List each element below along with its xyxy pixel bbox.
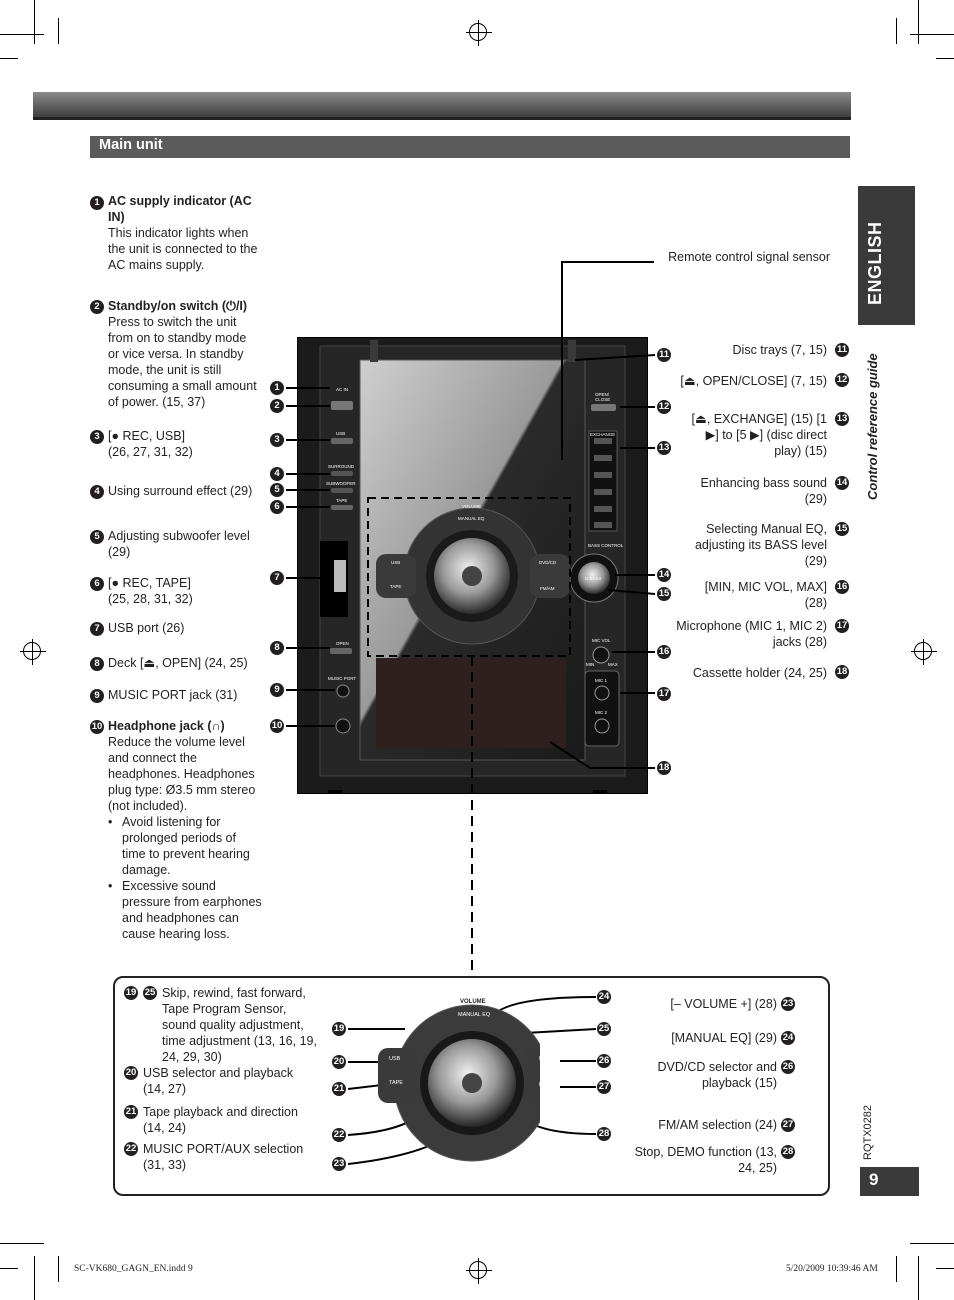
- mic1-label: MIC 1: [595, 678, 608, 683]
- item-text: Press to switch the unit from on to standby mode or vice versa. In standby mode, the unit is still consuming a small amount of power. (15, 37): [108, 315, 257, 409]
- item-text: Microphone (MIC 1, MIC 2) jacks (28): [676, 619, 827, 649]
- item-text: [⏏, OPEN/CLOSE] (7, 15): [680, 374, 827, 388]
- manual-eq-label: MANUAL EQ: [458, 516, 485, 521]
- callout-number: 28: [598, 1128, 610, 1139]
- callout-number: 20: [333, 1056, 345, 1067]
- item-text: USB selector and playback (14, 27): [143, 1066, 294, 1096]
- callout-number: 6: [90, 577, 104, 591]
- exchange-label: EXCHANGE: [590, 432, 616, 437]
- callout-number: 5: [270, 483, 284, 497]
- item-text: USB port (26): [108, 621, 185, 635]
- callout-number: 8: [90, 657, 104, 671]
- callout-number: 13: [836, 413, 848, 424]
- item-text: Tape playback and direction (14, 24): [143, 1105, 298, 1135]
- callout-number: 2: [90, 300, 104, 314]
- tape-label: TAPE: [390, 584, 402, 589]
- mic-vol-label: MIC VOL: [592, 638, 611, 643]
- callout-number: 19: [125, 987, 137, 998]
- subwoofer-label: SUBWOOFER: [326, 481, 356, 486]
- remote-sensor-label: Remote control signal sensor: [668, 250, 830, 264]
- usb-label: USB: [389, 1056, 401, 1062]
- callout-number: 5: [90, 530, 104, 544]
- callout-number: 24: [598, 991, 610, 1002]
- item-text: Reduce the volume level and connect the headphones. Headphones plug type: Ø3.5 mm stereo (not included).: [108, 735, 256, 813]
- item-title: Headphone jack (∩): [108, 719, 225, 733]
- bass-control-label: BASS CONTROL: [588, 543, 624, 548]
- deck-open-label: OPEN: [336, 641, 349, 646]
- usb-label: USB: [391, 560, 401, 565]
- callout-number: 4: [90, 485, 104, 499]
- callout-number: 15: [658, 588, 670, 599]
- callout-number: 25: [598, 1023, 610, 1034]
- callout-number: 1: [90, 196, 104, 210]
- item-text: [● REC, USB] (26, 27, 31, 32): [108, 429, 193, 459]
- callout-number: 9: [270, 683, 284, 697]
- ac-in-label: AC IN: [336, 387, 349, 392]
- item-text: Using surround effect (29): [108, 484, 253, 498]
- usb-rec-label: USB: [336, 431, 346, 436]
- callout-number: 11: [836, 344, 848, 355]
- item-title: Standby/on switch (⏻/I): [108, 299, 248, 313]
- item-text: Selecting Manual EQ, adjusting its BASS level (29): [694, 522, 827, 568]
- callout-number: 27: [782, 1119, 794, 1130]
- callout-number: 22: [333, 1129, 345, 1140]
- open-close-label: OPEN/ CLOSE: [595, 392, 611, 402]
- document-code: RQTX0282: [862, 1104, 874, 1160]
- callout-number: 19: [333, 1023, 345, 1034]
- callout-number: 14: [658, 569, 670, 580]
- item-text: DVD/CD selector and playback (15): [657, 1060, 777, 1090]
- callout-number: 23: [782, 998, 794, 1009]
- d-bass-label: D.BASS: [585, 576, 602, 581]
- callout-number: 17: [658, 688, 670, 699]
- item-text: [⏏, EXCHANGE] (15) [1 ▶] to [5 ▶] (disc direct play) (15): [691, 412, 827, 458]
- item-text: Cassette holder (24, 25): [692, 666, 827, 680]
- surround-label: SURROUND: [328, 464, 355, 469]
- footer-date: 5/20/2009 10:39:46 AM: [786, 1264, 878, 1274]
- bullet-item: • Avoid listening for prolonged periods of time to prevent hearing damage.: [108, 815, 250, 877]
- callout-number: 7: [270, 571, 284, 585]
- item-title: AC supply indicator (AC IN): [108, 194, 252, 224]
- callout-number: 15: [836, 523, 848, 534]
- max-label: MAX: [608, 662, 618, 667]
- bullet-text: Excessive sound pressure from earphones and headphones can cause hearing loss.: [122, 879, 262, 941]
- callout-number: 14: [836, 477, 848, 488]
- item-text: MUSIC PORT jack (31): [108, 688, 238, 702]
- callout-number: 17: [836, 620, 848, 631]
- item-text: [– VOLUME +] (28): [670, 997, 777, 1011]
- callout-number: 10: [271, 720, 283, 731]
- item-text: Deck [⏏, OPEN] (24, 25): [108, 656, 248, 670]
- callout-number: 24: [782, 1032, 794, 1043]
- fm-am-label: FM/AM: [540, 586, 555, 591]
- item-text: Disc trays (7, 15): [732, 343, 827, 357]
- callout-number: 8: [270, 641, 284, 655]
- music-port-label: MUSIC PORT: [328, 676, 357, 681]
- mic2-label: MIC 2: [595, 710, 608, 715]
- volume-label: VOLUME: [460, 999, 486, 1005]
- callout-number: 11: [658, 349, 670, 360]
- item-text: [MIN, MIC VOL, MAX] (28): [704, 580, 827, 610]
- callout-number: 7: [90, 622, 104, 636]
- page-number: 9: [869, 1170, 879, 1189]
- footer-file: SC-VK680_GAGN_EN.indd 9: [74, 1264, 193, 1274]
- callout-number: 25: [144, 987, 156, 998]
- callout-number: 3: [270, 433, 284, 447]
- callout-number: 28: [782, 1146, 794, 1157]
- callout-number: 2: [270, 399, 284, 413]
- callout-number: 13: [658, 442, 670, 453]
- dvd-cd-label: DVD/CD: [539, 1056, 561, 1062]
- min-label: MIN: [586, 662, 595, 667]
- manual-eq-label: MANUAL EQ: [458, 1012, 491, 1018]
- dvd-cd-label: DVD/CD: [539, 560, 557, 565]
- callout-number: 4: [270, 467, 284, 481]
- callout-number: 18: [836, 666, 848, 677]
- callout-number: 22: [125, 1143, 137, 1154]
- section-title: Main unit: [99, 137, 163, 153]
- item-text: Skip, rewind, fast forward, Tape Program Sensor, sound quality adjustment, time adjustment (13, 16, 19, 24, 29, 30): [162, 986, 317, 1064]
- language-tab-label: ENGLISH: [865, 221, 885, 305]
- callout-number: 9: [90, 689, 104, 703]
- callout-number: 21: [333, 1083, 345, 1094]
- callout-number: 10: [91, 721, 103, 732]
- callout-number: 27: [598, 1081, 610, 1092]
- callout-number: 3: [90, 430, 104, 444]
- callout-number: 21: [125, 1106, 137, 1117]
- item-text: This indicator lights when the unit is connected to the AC mains supply.: [108, 226, 258, 272]
- bullet-text: Avoid listening for prolonged periods of time to prevent hearing damage.: [122, 815, 250, 877]
- callout-number: 6: [270, 500, 284, 514]
- control-reference-guide-label: Control reference guide: [865, 353, 880, 500]
- fm-am-label: FM/AM: [539, 1082, 557, 1088]
- callout-number: 18: [658, 762, 670, 773]
- item-text: Adjusting subwoofer level (29): [108, 529, 250, 559]
- volume-label: VOLUME: [462, 504, 482, 509]
- callout-number: 12: [836, 374, 848, 385]
- item-text: Stop, DEMO function (13, 24, 25): [634, 1145, 777, 1175]
- callout-number: 20: [125, 1067, 137, 1078]
- callout-number: 12: [658, 401, 670, 412]
- bullet-item: • Excessive sound pressure from earphones and headphones can cause hearing loss.: [108, 879, 262, 941]
- tape-label: TAPE: [389, 1080, 403, 1086]
- callout-number: 26: [598, 1055, 610, 1066]
- item-text: Enhancing bass sound (29): [700, 476, 827, 506]
- callout-number: 16: [836, 581, 848, 592]
- callout-number: 23: [333, 1158, 345, 1169]
- item-text: MUSIC PORT/AUX selection (31, 33): [143, 1142, 304, 1172]
- tape-rec-label: TAPE: [336, 498, 348, 503]
- callout-number: 26: [782, 1061, 794, 1072]
- item-text: [● REC, TAPE] (25, 28, 31, 32): [108, 576, 193, 606]
- item-text: FM/AM selection (24): [658, 1118, 777, 1132]
- callout-number: 16: [658, 646, 670, 657]
- item-text: [MANUAL EQ] (29): [671, 1031, 777, 1045]
- callout-number: 1: [270, 381, 284, 395]
